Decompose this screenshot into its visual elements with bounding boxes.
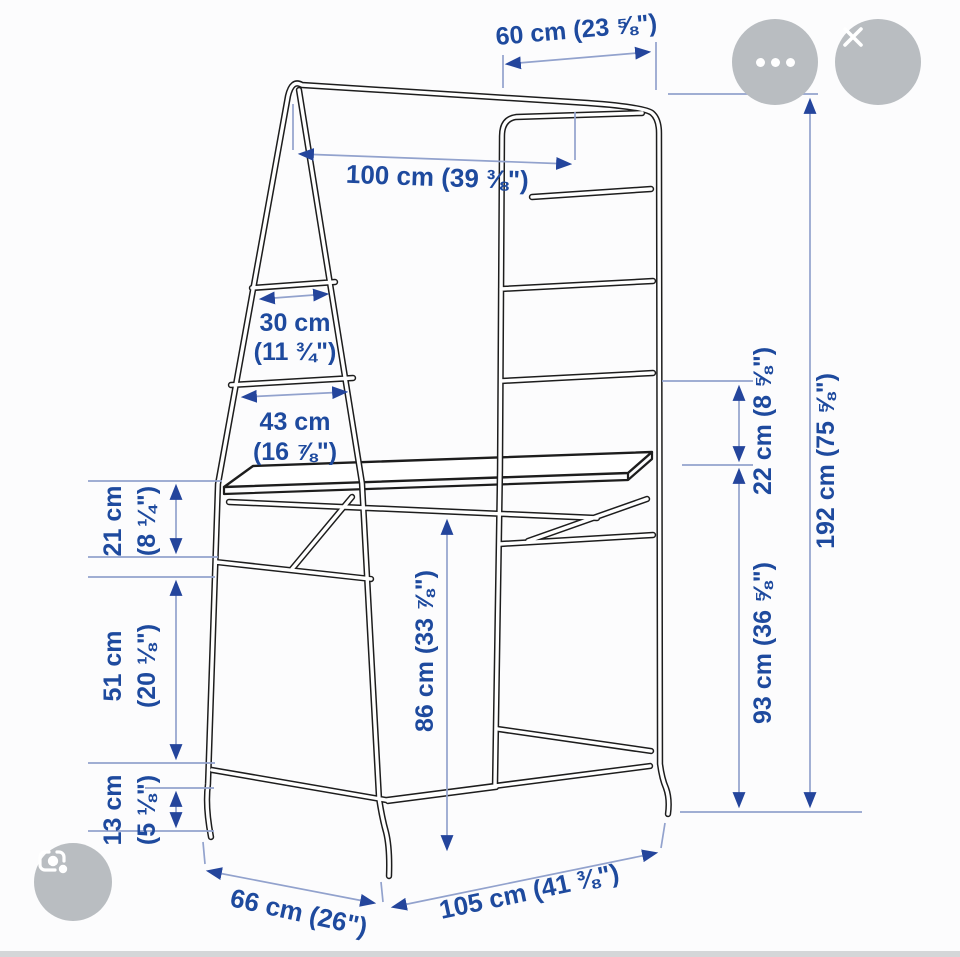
dimension-label: 86 cm (33 ⅞") (411, 570, 439, 732)
dim-93-table-to-floor (739, 470, 777, 806)
dimension-label: (16 ⅞") (252, 438, 338, 466)
dimension-arrow (507, 52, 649, 64)
dimension-label: (11 ¾") (253, 338, 337, 366)
dimension-label: 192 cm (75 ⅝") (812, 373, 840, 549)
dimension-label: 66 cm (26") (227, 882, 371, 942)
extension-lines (661, 823, 665, 848)
camera-lens-icon (34, 843, 74, 883)
dimension-arrow (261, 294, 327, 299)
dimension-label: 22 cm (8 ⅝") (749, 346, 777, 496)
extension-lines (293, 104, 575, 160)
dim-30-upper-opening (254, 294, 337, 366)
dim-13-side-lower (88, 775, 214, 846)
dim-60-top-width (494, 9, 658, 90)
dim-66-depth (203, 842, 383, 942)
dim-22-top-to-table (662, 347, 777, 495)
dimension-label: 43 cm (259, 408, 331, 436)
dimension-label: 13 cm (99, 774, 127, 846)
extension-lines (503, 42, 656, 90)
dimension-label: 93 cm (36 ⅝") (749, 562, 777, 724)
dimension-label: 51 cm (99, 630, 127, 702)
dim-43-lower-opening (243, 392, 346, 466)
dim-105-width (393, 823, 665, 925)
dim-51-side-middle (88, 577, 215, 763)
dimension-label: (8 ¼") (133, 485, 161, 557)
dimension-arrow (243, 392, 346, 397)
dimension-label: (20 ⅛") (133, 623, 161, 709)
ellipsis-icon (756, 58, 795, 67)
dimension-label: 100 cm (39 ⅜") (345, 158, 530, 196)
close-button[interactable] (835, 19, 921, 105)
dimension-label: 105 cm (41 ⅜") (436, 857, 622, 925)
dimension-label: 21 cm (99, 485, 127, 557)
dimension-label: 30 cm (259, 309, 331, 337)
bottom-edge-strip (0, 951, 960, 957)
close-icon (835, 19, 871, 55)
extension-lines (203, 842, 383, 902)
lens-search-button[interactable] (34, 843, 112, 921)
dim-21-side-upper (88, 481, 222, 557)
dimension-label: (5 ⅛") (133, 774, 161, 846)
more-options-button[interactable] (732, 19, 818, 105)
dimension-label: 60 cm (23 ⅝") (494, 9, 659, 52)
